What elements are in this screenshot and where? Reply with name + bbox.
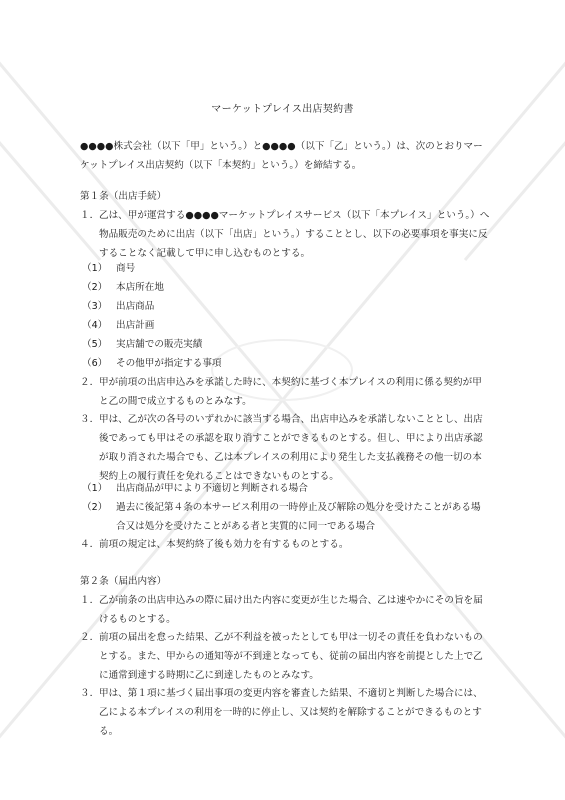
article-1-item-3-sub-2 bbox=[82, 498, 490, 536]
item-number: ２． bbox=[80, 377, 100, 388]
item-number: ３． bbox=[80, 688, 100, 699]
article-1-item-1 bbox=[80, 206, 490, 263]
item-number: ２． bbox=[80, 632, 100, 643]
item-number: ３． bbox=[80, 414, 100, 425]
sub-text: その他甲が指定する事項 bbox=[116, 358, 222, 369]
sub-number: （5） bbox=[82, 339, 108, 350]
article-1-item-4 bbox=[80, 535, 490, 554]
item-number: ４． bbox=[80, 539, 100, 550]
sub-text: 過去に後記第４条の本サービス利用の一時停止及び解除の処分を受けたことがある場合又は処分を受けたことがある者と実質的に同一である場合 bbox=[116, 502, 481, 532]
sub-number: （3） bbox=[82, 301, 108, 312]
article-1-item-2 bbox=[80, 373, 490, 411]
item-text: 前項の規定は、本契約終了後も効力を有するものとする。 bbox=[99, 539, 349, 550]
sub-text: 出店計画 bbox=[116, 320, 155, 331]
article-1-sub-6 bbox=[82, 354, 490, 373]
preamble: ●●●●株式会社（以下「甲」という。）と●●●●（以下「乙」という。）は、次のとおりマーケットプレイス出店契約（以下「本契約」という。）を締結する。 bbox=[80, 141, 483, 171]
item-text: 前項の届出を怠った結果、乙が不利益を被ったとしても甲は一切その責任を負わないものとする。また、甲からの通知等が不到達となっても、従前の届出内容を前提とした上で乙に通常到達する時期に乙に到達したものとみなす。 bbox=[99, 632, 483, 681]
sub-number: （2） bbox=[82, 502, 108, 513]
sub-text: 本店所在地 bbox=[116, 282, 164, 293]
article-2-item-3 bbox=[80, 684, 490, 741]
article-1-sub-3 bbox=[82, 297, 490, 316]
article-1-sub-1 bbox=[82, 259, 490, 278]
item-text: 甲が前項の出店申込みを承諾した時に、本契約に基づく本プレイスの利用に係る契約が甲と乙の間で成立するものとみなす。 bbox=[99, 377, 482, 407]
item-text: 乙は、甲が運営する●●●●マーケットプレイスサービス（以下「本プレイス」という。）へ物品販売のために出店（以下「出店」という。）することとし、以下の必要事項を事実に反することなく記載して甲に申し込むものとする。 bbox=[99, 210, 490, 259]
sub-text: 実店舗での販売実績 bbox=[116, 339, 203, 350]
article-1-heading: 第１条（出店手続） bbox=[80, 191, 167, 202]
article-2-item-1 bbox=[80, 591, 490, 629]
item-text: 甲は、乙が次の各号のいずれかに該当する場合、出店申込みを承諾しないこととし、出店後であっても甲はその承認を取り消すことができるものとする。但し、甲により出店承認が取り消された場合でも、乙は本プレイスの利用により発生した支払義務その他一切の本契約上の履行責任を免れることはできないものとする。 bbox=[99, 414, 483, 482]
item-text: 甲は、第１項に基づく届出事項の変更内容を審査した結果、不適切と判断した場合には、乙による本プレイスの利用を一時的に停止し、又は契約を解除することができるものとする。 bbox=[99, 688, 483, 737]
article-1-item-3 bbox=[80, 410, 490, 486]
sub-text: 商号 bbox=[116, 263, 136, 274]
document-title: マーケットプレイス出店契約書 bbox=[211, 104, 354, 115]
sub-number: （1） bbox=[82, 263, 108, 274]
sub-number: （1） bbox=[82, 483, 108, 494]
sub-number: （2） bbox=[82, 282, 108, 293]
article-1-sub-2 bbox=[82, 278, 490, 297]
item-text: 乙が前条の出店申込みの際に届け出た内容に変更が生じた場合、乙は速やかにその旨を届けるものとする。 bbox=[99, 595, 483, 625]
sub-number: （4） bbox=[82, 320, 108, 331]
article-1-sub-4 bbox=[82, 316, 490, 335]
article-2-item-2 bbox=[80, 628, 490, 685]
article-1-item-3-sub-1 bbox=[82, 479, 490, 498]
sub-text: 出店商品 bbox=[116, 301, 155, 312]
sub-text: 出店商品が甲により不適切と判断される場合 bbox=[116, 483, 308, 494]
article-2-heading: 第２条（届出内容） bbox=[80, 576, 167, 587]
article-1-sub-5 bbox=[82, 335, 490, 354]
item-number: １． bbox=[80, 595, 100, 606]
sub-number: （6） bbox=[82, 358, 108, 369]
item-number: １． bbox=[80, 210, 100, 221]
